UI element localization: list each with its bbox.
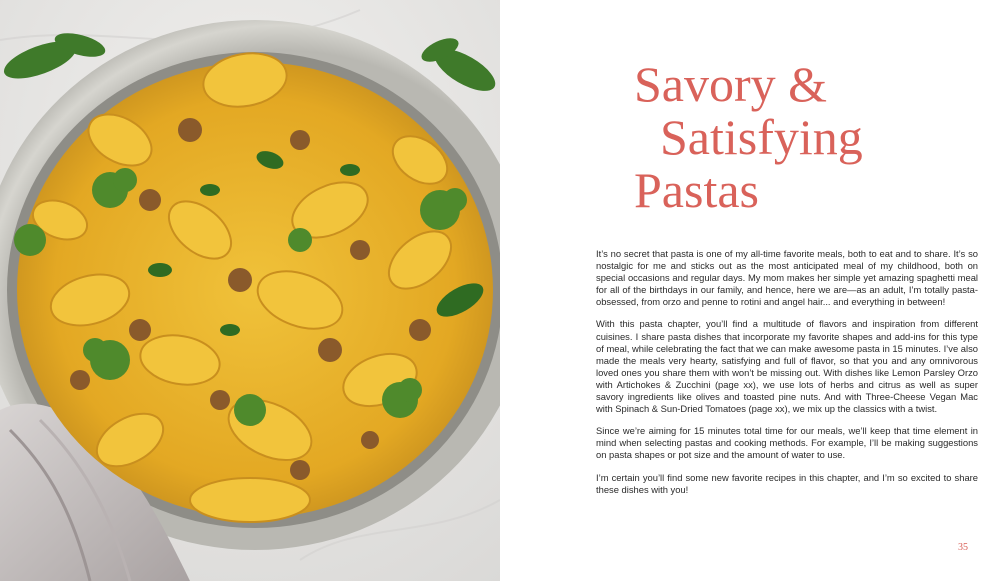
- intro-paragraph: Since we’re aiming for 15 minutes total time for our meals, we’ll keep that time element in mind when selecting pastas and cooking methods. For example, I’ll be making suggestions on pasta shapes or pot size and the amount of water to use.: [596, 425, 978, 461]
- chapter-intro: [596, 248, 978, 506]
- page-number: 35: [958, 542, 968, 553]
- chapter-title-line-3: Pastas: [634, 162, 759, 218]
- chapter-title-line-2: Satisfying: [660, 109, 863, 165]
- intro-paragraph: I’m certain you’ll find some new favorite recipes in this chapter, and I’m so excited to share these dishes with you!: [596, 471, 978, 495]
- chapter-title-line-1: Savory &: [634, 56, 828, 112]
- text-page: [500, 0, 1000, 581]
- chapter-title: [634, 58, 974, 217]
- intro-paragraph: With this pasta chapter, you’ll find a multitude of flavors and inspiration from different cuisines. I share pasta dishes that incorporate my favorite shapes and add-ins for this type of meal, while celebrating the fact that we can make awesome pasta in 15 minutes. I’ve also made the meals very hearty, satisfying and full of flavor, so that you and any omnivorous loved ones you share them with won’t be missing out. With dishes like Lemon Parsley Orzo with Artichokes & Zucchini (page xx), we use lots of herbs and citrus as well as super savory ingredients like olives and toasted pine nuts. And with Three-Cheese Vegan Mac with Spinach & Sun-Dried Tomatoes (page xx), we mix up the classics with a twist.: [596, 318, 978, 415]
- intro-paragraph: It’s no secret that pasta is one of my all-time favorite meals, both to eat and to share. It’s so nostalgic for me and sticks out as the most anticipated meal of my childhood, both on special occasions and regular days. My mom makes her simple yet amazing spaghetti meal for all of the birthdays in our family, and hence, here we are—as an adult, I’m totally pasta-obsessed, from orzo and penne to rotini and angel hair... and everything in between!: [596, 248, 978, 308]
